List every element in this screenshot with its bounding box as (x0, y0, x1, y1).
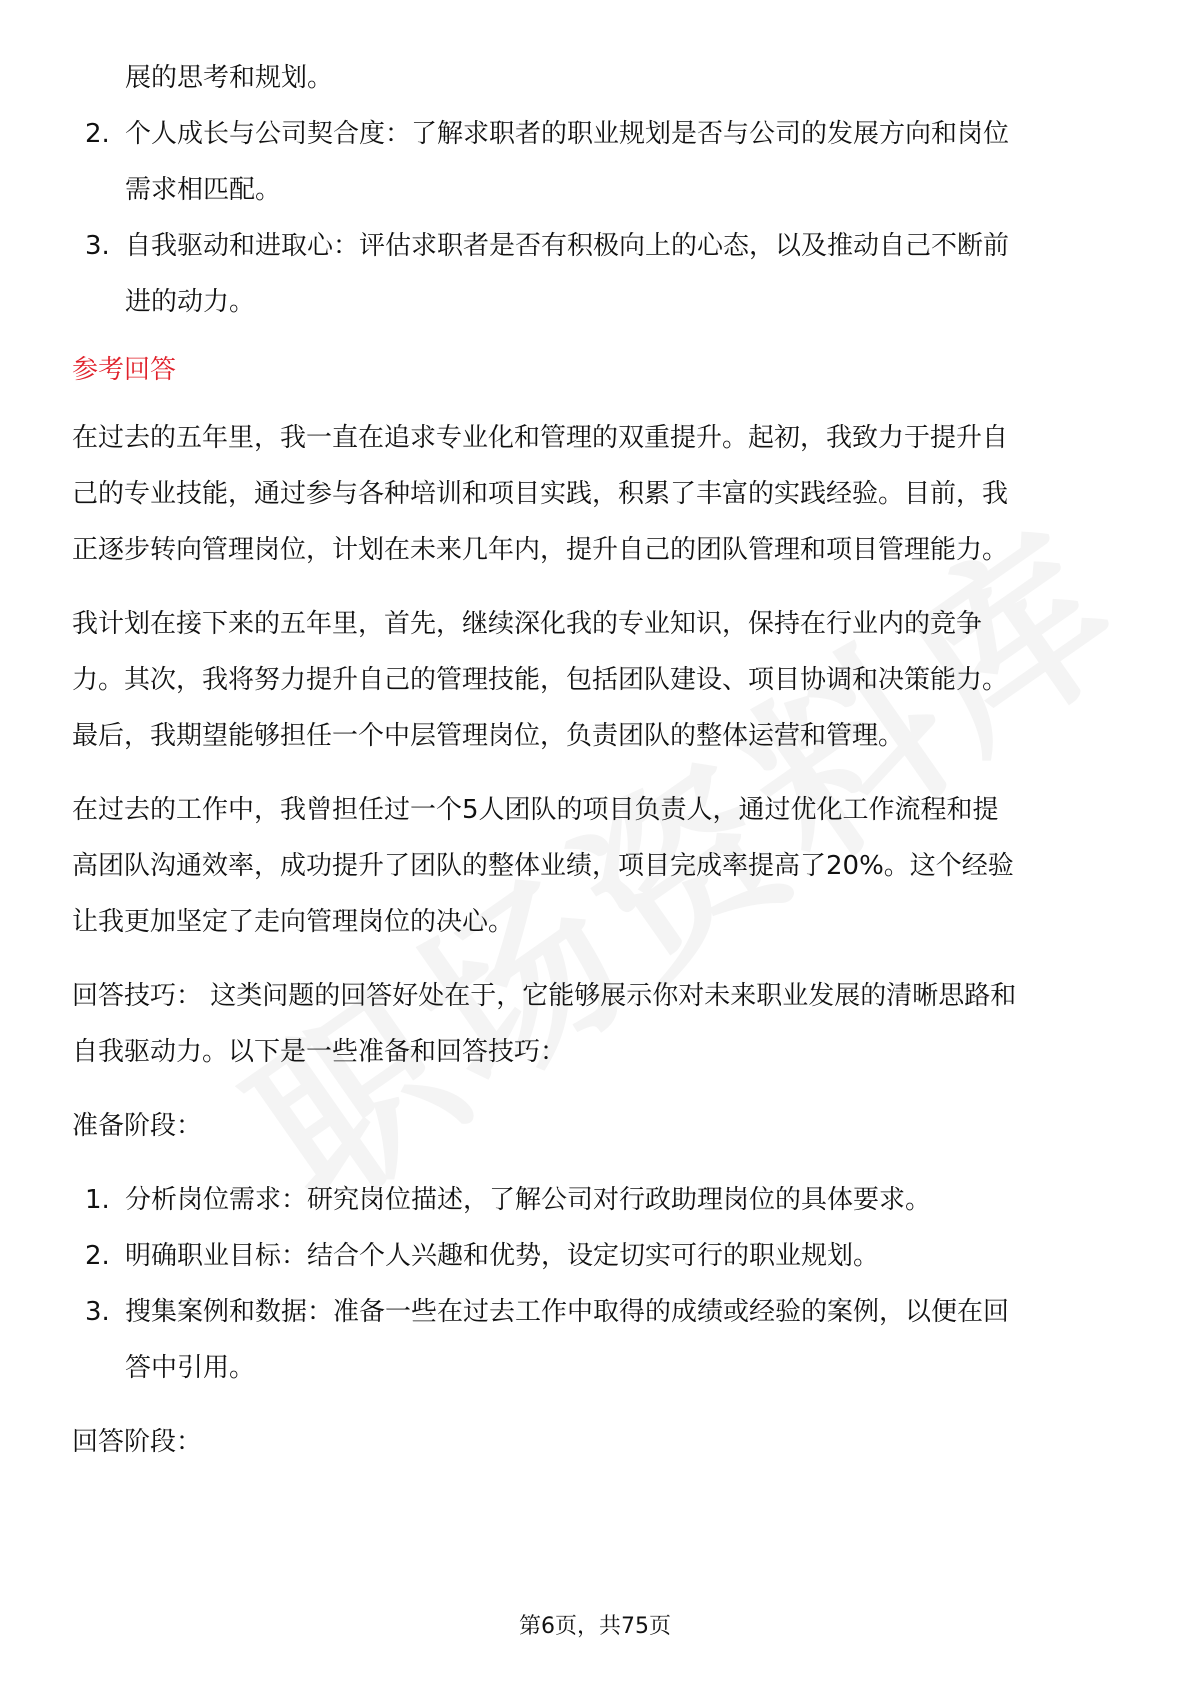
list-number: 1. (85, 1185, 110, 1215)
list-item-line: 搜集案例和数据：准备一些在过去工作中取得的成绩或经验的案例，以便在回 (125, 1297, 1010, 1327)
paragraph-line: 自我驱动力。以下是一些准备和回答技巧： (72, 1037, 567, 1067)
list-item-line: 自我驱动和进取心：评估求职者是否有积极向上的心态，以及推动自己不断前 (125, 231, 1010, 261)
paragraph-line: 我计划在接下来的五年里，首先，继续深化我的专业知识，保持在行业内的竞争 (72, 609, 983, 639)
list-item (72, 218, 1122, 330)
paragraph-line: 正逐步转向管理岗位，计划在未来几年内，提升自己的团队管理和项目管理能力。 (72, 535, 1009, 565)
list-number: 2. (85, 1241, 110, 1271)
list-item (72, 106, 1122, 218)
list-item-line: 需求相匹配。 (125, 175, 282, 205)
list-number: 3. (85, 1297, 110, 1327)
paragraph (72, 410, 1122, 578)
list-continuation: 展的思考和规划。 (125, 63, 334, 93)
paragraph-line: 让我更加坚定了走向管理岗位的决心。 (72, 907, 515, 937)
paragraph (72, 968, 1122, 1080)
paragraph-line: 高团队沟通效率，成功提升了团队的整体业绩，项目完成率提高了20%。这个经验 (72, 851, 1014, 881)
paragraph-line: 在过去的工作中，我曾担任过一个5人团队的项目负责人，通过优化工作流程和提 (72, 795, 999, 825)
list-item (72, 1284, 1122, 1396)
list-item-line: 答中引用。 (125, 1353, 256, 1383)
paragraph-line: 己的专业技能，通过参与各种培训和项目实践，积累了丰富的实践经验。目前，我 (72, 479, 1009, 509)
list-item (72, 1228, 1122, 1284)
prep-list (72, 1172, 1122, 1396)
list-item-line: 进的动力。 (125, 287, 256, 317)
document-page (72, 50, 1122, 1470)
paragraph-line: 力。其次，我将努力提升自己的管理技能，包括团队建设、项目协调和决策能力。 (72, 665, 1009, 695)
prep-heading: 准备阶段： (72, 1111, 203, 1141)
paragraph-line: 在过去的五年里，我一直在追求专业化和管理的双重提升。起初，我致力于提升自 (72, 423, 1009, 453)
list-item (72, 1172, 1122, 1228)
criteria-list (72, 106, 1122, 330)
paragraph-line: 回答技巧： 这类问题的回答好处在于，它能够展示你对未来职业发展的清晰思路和 (72, 981, 1017, 1011)
list-item-line: 分析岗位需求：研究岗位描述，了解公司对行政助理岗位的具体要求。 (125, 1185, 932, 1215)
list-number: 3. (85, 231, 110, 261)
answer-heading: 回答阶段： (72, 1427, 203, 1457)
list-item-line: 个人成长与公司契合度：了解求职者的职业规划是否与公司的发展方向和岗位 (125, 119, 1010, 149)
list-item-line: 明确职业目标：结合个人兴趣和优势，设定切实可行的职业规划。 (125, 1241, 880, 1271)
paragraph (72, 596, 1122, 764)
paragraph (72, 782, 1122, 950)
paragraph-line: 最后，我期望能够担任一个中层管理岗位，负责团队的整体运营和管理。 (72, 721, 905, 751)
list-number: 2. (85, 119, 110, 149)
page-footer: 第6页，共75页 (519, 1614, 671, 1639)
section-heading: 参考回答 (72, 355, 177, 385)
